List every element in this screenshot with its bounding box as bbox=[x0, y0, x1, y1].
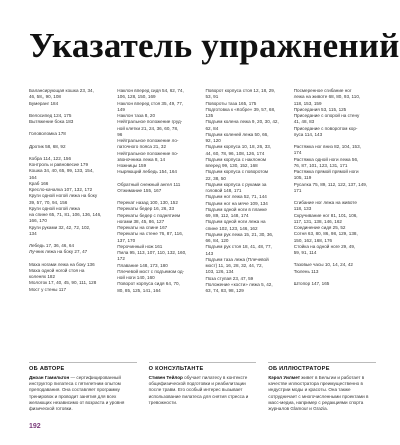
index-entry: Перекаты бедер 16, 26, 33 bbox=[117, 206, 174, 212]
index-entry: Лебедь 17, 36, 46, 64 bbox=[29, 243, 74, 248]
index-entry: Подъем ног на мяче 109, 134 bbox=[205, 200, 268, 206]
index-entry: Головоломка 178 bbox=[29, 131, 66, 137]
index-entry: Растяжка одной ноги лежа 56, bbox=[293, 156, 359, 162]
index-entry: 62, 84 bbox=[205, 125, 219, 131]
illustrator-name: Кэрол Уилмет bbox=[268, 375, 300, 380]
index-entry: 66, 84, 120 bbox=[205, 238, 229, 243]
index-entry: Плавание 148, 173, 180 bbox=[117, 262, 168, 268]
index-entry: 22, 38, 50 bbox=[205, 175, 226, 181]
index-entry: Перекаты бедер с поднятием bbox=[117, 212, 181, 218]
illustrator-description: живет в Бельгии и работает в качестве иллюстратора преимущественно в индустрии моды и красоты. Она также сотрудничает с многочисленными проектами в масс-медиа, например с редакциями спорта журналов Glamour и Grazia. bbox=[268, 375, 369, 412]
index-entry: 134 bbox=[29, 230, 37, 236]
index-entry: 137, 170 bbox=[117, 237, 136, 243]
index-entry: Сотня 63, 80, 86, 98, 129, 138, bbox=[293, 231, 358, 237]
index-entry: паточного пояса 21, 32 bbox=[117, 144, 167, 150]
index-entry: вперед 99, 130, 152, 168 bbox=[205, 163, 258, 168]
index-entry: Подъем ног лежа 52, 71, 144 bbox=[205, 194, 267, 200]
index-entry: 106, 128, 150, 169 bbox=[117, 94, 156, 100]
index-entry: Поворот корпуса стоя 12, 18, 29, bbox=[205, 88, 276, 93]
index-entry: лежа на животе 68, 80, 93, 110, bbox=[293, 94, 361, 100]
index-entry: Подъем корпуса с наклоном bbox=[205, 156, 266, 162]
about-author-text bbox=[29, 375, 137, 412]
index-entry: Подъем одной ноги в планке bbox=[205, 206, 267, 212]
about-consultant bbox=[149, 362, 257, 412]
page-number: 192 bbox=[29, 423, 41, 430]
about-illustrator bbox=[268, 362, 376, 412]
about-illustrator-heading: ОБ ИЛЛЮСТРАТОРЕ bbox=[268, 362, 376, 373]
index-entry: ной клетки 21, 24, 36, 60, 78, bbox=[117, 125, 179, 131]
about-consultant-heading: О КОНСУЛЬТАНТЕ bbox=[149, 362, 257, 373]
index-entry: 69, 89, 112, 148, 174 bbox=[205, 213, 249, 218]
index-entry: Скручивание ног 81, 101, 106, bbox=[293, 212, 358, 218]
index-entry: Нейтральное положение груд- bbox=[117, 119, 183, 125]
index-column-4 bbox=[294, 88, 376, 350]
index-entry: Перочинный нож 161 bbox=[117, 243, 163, 249]
index-entry: 118, 133 bbox=[293, 206, 312, 212]
contributors-section bbox=[29, 362, 376, 412]
about-illustrator-text bbox=[268, 375, 376, 412]
index-entry: Мост у стены 117 bbox=[29, 286, 67, 292]
index-entry: Положение «кости» лежа 5, 42, bbox=[205, 281, 273, 287]
index-entry: Вытяжение бока 183 bbox=[29, 119, 74, 124]
index-entry: Молоток 17, 40, 45, 90, 111, 128 bbox=[29, 280, 97, 286]
index-entry: Ныряющий лебедь 154, 164 bbox=[117, 169, 177, 175]
index-entry: 46, 58,, 90, 108 bbox=[29, 94, 61, 100]
index-entry: Подъем рук стоя 18, 41, 48, 77, bbox=[205, 244, 272, 250]
index-entry: Растяжка ног вниз 82, 104, 153, bbox=[293, 144, 361, 149]
index-entry: Отжимание 155, 167 bbox=[117, 187, 162, 193]
consultant-name: Стивен Тейлор bbox=[148, 375, 183, 380]
index-entry: 164 bbox=[29, 174, 37, 180]
index-entry: Приседания 53, 115, 125 bbox=[293, 106, 347, 112]
index-entry: Подготовка к «Кобре» 39, 57, 68, bbox=[205, 106, 276, 112]
index-entry: Подъем рук лежа 15, 21, 30, 36, bbox=[205, 231, 274, 237]
index-entry: Нейтральное положение по- bbox=[117, 150, 179, 156]
index-entry: Перекат назад 100, 130, 152 bbox=[117, 200, 178, 205]
index-entry: ной ноги 140, 160 bbox=[117, 275, 155, 280]
index-entry: 53, 91 bbox=[205, 94, 219, 100]
index-entry: Штопор 147, 165 bbox=[293, 280, 330, 286]
author-description: — сертифицированный инструктор пилатеса с пятилетним опытом преподавания. Она составляет программу тренировок и проводит занятия для всех желающих независимо от возраста и уровня физической готовки. bbox=[29, 375, 125, 412]
index-entry: Подъем таза лежа (Плечевой bbox=[205, 256, 269, 262]
index-entry: Обратный снежный ангел 111 bbox=[117, 181, 181, 187]
index-entry: 171 bbox=[293, 187, 302, 193]
index-entry: 149 bbox=[117, 106, 125, 112]
index-entry: Балансирующая кошка 23, 34, bbox=[29, 88, 94, 93]
index-entry: головой 148, 171 bbox=[205, 188, 242, 193]
index-entry: Приседание с поворотом кор- bbox=[293, 125, 358, 131]
index-entry: 135 bbox=[205, 113, 214, 118]
index-entry: 39, 57, 70, 94, 156 bbox=[29, 199, 68, 205]
index-entry: Маха одной ногой стоя на bbox=[29, 267, 85, 273]
index-entry: Подъем колена лежа 9, 20, 30, 42, bbox=[205, 119, 279, 125]
index-entry: Нейтральное положение ло- bbox=[117, 138, 179, 143]
index-entry: Дротик 58, 68, 92 bbox=[29, 143, 66, 149]
index-entry: коленях 182 bbox=[29, 274, 56, 279]
index-column-1 bbox=[29, 88, 111, 350]
index-entry: Велосипед 124, 175 bbox=[29, 112, 72, 118]
index-entry: Кресло-качалка 107, 132, 172 bbox=[29, 187, 93, 192]
index-entry: Бумеранг 184 bbox=[29, 100, 59, 106]
consultant-description: обучает пилатесу в контексте общефизической подготовки и реабилитации после травм. Его особый интерес вызывает использование пилатеса для снятия стресса и тревожности. bbox=[148, 375, 249, 405]
about-author-heading: ОБ АВТОРЕ bbox=[29, 362, 137, 373]
index-entry: Наклон вперед стоя 35, 49, 77, bbox=[117, 100, 184, 106]
index-entry: Кобра 114, 122, 156 bbox=[29, 155, 72, 161]
index-entry: 96 bbox=[117, 131, 123, 137]
index-entry: 150, 162, 168, 176 bbox=[293, 237, 333, 243]
about-consultant-text bbox=[149, 375, 257, 406]
index-entry: 117, 131, 138, 146, 162 bbox=[293, 218, 342, 224]
exercise-index bbox=[29, 88, 376, 350]
index-column-3 bbox=[206, 88, 288, 350]
index-entry: Соединение сидя 25, 52 bbox=[293, 225, 346, 230]
about-author bbox=[29, 362, 137, 412]
index-entry: 41, 48, 83 bbox=[293, 119, 315, 125]
index-entry: Подъем одной ноги лежа на bbox=[205, 219, 266, 225]
index-entry: Приседание с опорой на стену bbox=[293, 113, 360, 118]
index-column-2 bbox=[117, 88, 199, 350]
index-entry: Подъем корпуса с поворотом bbox=[205, 169, 269, 175]
index-entry: 44, 60, 78, 96, 108, 126, 174 bbox=[205, 150, 265, 156]
index-entry: Стойка на одной ноге 29, 49, bbox=[293, 243, 356, 249]
index-entry: Круги одной ногой лежа на боку bbox=[29, 193, 98, 199]
index-entry: Тазовые часы 10, 14, 24, 42 bbox=[293, 262, 353, 268]
index-entry: 92, 120 bbox=[205, 138, 221, 143]
index-entry: 166, 170 bbox=[29, 218, 47, 224]
index-entry: пуса 114, 143 bbox=[293, 131, 323, 137]
index-entry: Наклон таза 8, 20 bbox=[117, 113, 155, 118]
index-entry: Плечевой мост с подъемом од- bbox=[117, 268, 185, 274]
index-entry: Поза ступая 23, 47, 59 bbox=[205, 275, 254, 281]
index-entry: спине 102, 123, 146, 162 bbox=[205, 225, 258, 231]
index-entry: Тюлень 113 bbox=[293, 268, 319, 274]
index-entry: Круги руками 32, 42, 72, 102, bbox=[29, 224, 91, 230]
index-entry: 80, 85, 125, 141, 164 bbox=[117, 287, 161, 293]
index-entry: Краб 166 bbox=[29, 180, 49, 186]
index-entry: 118, 153, 159 bbox=[293, 100, 322, 106]
index-entry: Подъем корпуса с руками за bbox=[205, 181, 267, 187]
index-entry: Русалка 75, 89, 112, 122, 137, 149, bbox=[293, 181, 368, 187]
index-entry: Посмеренное сгибание ног bbox=[293, 88, 352, 93]
index-entry: Контроль и равновесие 179 bbox=[29, 162, 89, 167]
index-entry: 59, 91, 114 bbox=[293, 250, 317, 255]
index-entry: ногами 38, 45, 86, 127 bbox=[117, 218, 165, 224]
index-entry: звоночника лежа 8, 14 bbox=[117, 156, 166, 162]
index-entry: Круги одной ногой лежа bbox=[29, 205, 80, 211]
author-name: Джоан Гамильтон bbox=[29, 375, 70, 380]
page-title: Указатель упражнений bbox=[29, 26, 400, 65]
index-entry: Поворот корпуса сидя 64, 70, bbox=[117, 281, 180, 287]
index-entry: на спине 65, 71, 81, 106, 136, 146, bbox=[29, 212, 102, 217]
index-entry: Подъем коленей лежа 50, 66, bbox=[205, 131, 269, 137]
index-entry: Маха ногами лежа на боку 136 bbox=[29, 261, 95, 267]
index-entry: Сгибание ног лежа на животе bbox=[293, 200, 357, 205]
index-entry: 105, 119 bbox=[293, 175, 312, 181]
index-entry: 143 bbox=[205, 250, 214, 256]
index-entry: Лучник лежа на боку 27, 47 bbox=[29, 249, 88, 255]
index-entry: Подъем корпуса 10, 18, 26, 33, bbox=[205, 144, 272, 150]
index-entry: Наклон вперед сидя 54, 62, 74, bbox=[117, 88, 184, 93]
index-entry: 174 bbox=[293, 150, 302, 156]
index-entry: Перекаты на стене 76, 87, 116, bbox=[117, 231, 184, 237]
index-entry: 103, 126, 134 bbox=[205, 269, 234, 275]
index-entry: 63, 74, 83, 98, 129 bbox=[205, 288, 244, 293]
index-entry: 76, 87, 101, 123, 131, 171 bbox=[293, 162, 348, 168]
index-entry: 172 bbox=[117, 256, 125, 262]
index-entry: Растяжка прямой прямой ноги bbox=[293, 169, 359, 174]
index-entry: Кошка 34, 40, 65, 99, 133, 154, bbox=[29, 168, 94, 174]
index-entry: мост) 11, 16, 28, 32, 44, 72, bbox=[205, 263, 263, 268]
index-entry: Перекаты на спине 167 bbox=[117, 225, 168, 230]
index-entry: Ножницы 159 bbox=[117, 163, 147, 168]
index-entry: Повороты таза 165, 175 bbox=[205, 100, 257, 106]
index-entry: Пила 95, 113, 107, 110, 132, 160, bbox=[117, 250, 187, 255]
